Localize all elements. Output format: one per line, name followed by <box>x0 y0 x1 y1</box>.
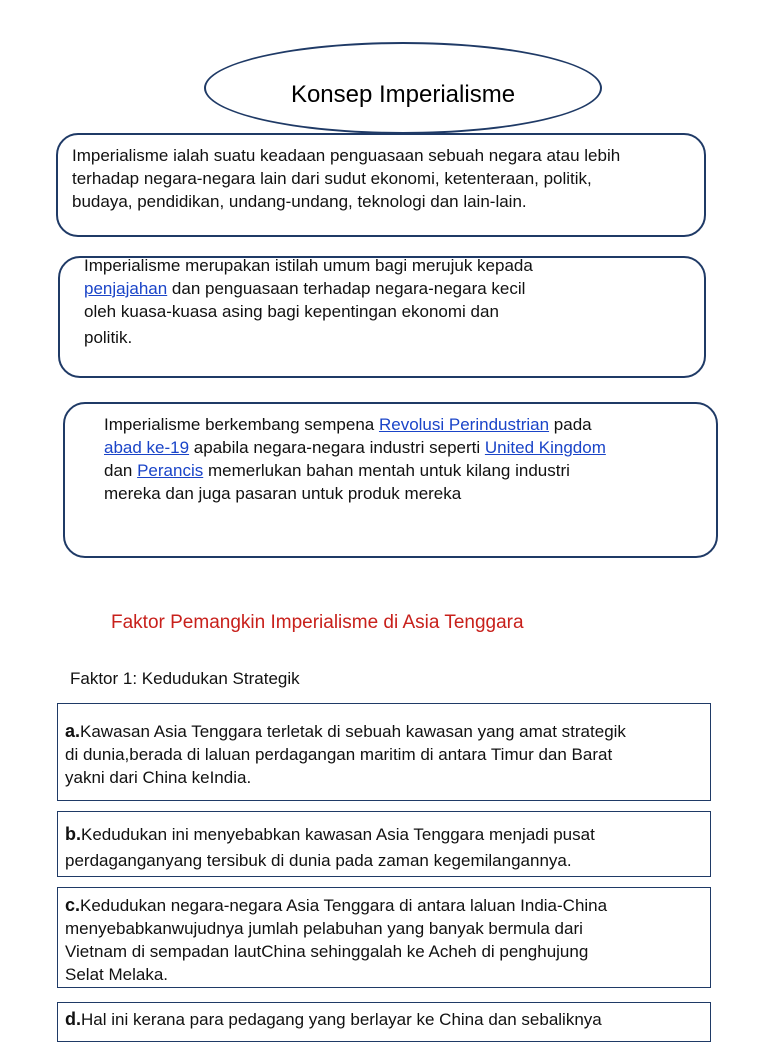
point-c-line-4: Selat Melaka. <box>65 965 168 984</box>
point-a-letter: a. <box>65 721 81 741</box>
point-b-line-1-text: Kedudukan ini menyebabkan kawasan Asia Tenggara menjadi pusat <box>81 825 595 844</box>
definition-1-line-3: budaya, pendidikan, undang-undang, teknologi dan lain-lain. <box>72 192 527 211</box>
point-c-line-3: Vietnam di sempadan lautChina sehinggalah ke Acheh di penghujung <box>65 942 589 961</box>
point-c-line-1-text: Kedudukan negara-negara Asia Tenggara di antara laluan India-China <box>80 896 608 915</box>
point-c-text <box>65 894 705 986</box>
point-b-line-1 <box>65 821 705 848</box>
point-b-line-2: perdaganganyang tersibuk di dunia pada zaman kegemilangannya. <box>65 851 572 870</box>
factor-1-label: Faktor 1: Kedudukan Strategik <box>70 669 300 688</box>
history-text <box>104 413 704 505</box>
history-line-1-end: pada <box>549 415 592 434</box>
link-penjajahan[interactable]: penjajahan <box>84 279 168 298</box>
point-d-line-1 <box>65 1008 705 1031</box>
point-c-line-2: menyebabkanwujudnya jumlah pelabuhan yang banyak bermula dari <box>65 919 583 938</box>
history-line-1-text: Imperialisme berkembang sempena <box>104 415 379 434</box>
point-c-line-1 <box>65 894 705 917</box>
point-a-line-1-text: Kawasan Asia Tenggara terletak di sebuah kawasan yang amat strategik <box>80 722 626 741</box>
page-title: Konsep Imperialisme <box>290 81 516 108</box>
point-d-text <box>65 1008 705 1031</box>
history-line-3 <box>104 459 704 482</box>
history-line-3-start: dan <box>104 461 138 480</box>
point-a-line-2: di dunia,berada di laluan perdagangan maritim di antara Timur dan Barat <box>65 745 613 764</box>
history-line-2-text: apabila negara-negara industri seperti <box>189 438 485 457</box>
definition-1-line-1: Imperialisme ialah suatu keadaan penguasaan sebuah negara atau lebih <box>72 146 621 165</box>
history-line-4: mereka dan juga pasaran untuk produk mereka <box>104 484 462 503</box>
link-abad-ke-19[interactable]: abad ke-19 <box>104 438 190 457</box>
point-a-line-3: yakni dari China keIndia. <box>65 768 252 787</box>
section-heading: Faktor Pemangkin Imperialisme di Asia Tenggara <box>111 612 524 633</box>
point-d-line-1-text: Hal ini kerana para pedagang yang berlayar ke China dan sebaliknya <box>81 1010 602 1029</box>
definition-text-2 <box>84 254 684 349</box>
definition-2-line-2 <box>84 277 684 300</box>
definition-2-line-2-text: dan penguasaan terhadap negara-negara kecil <box>167 279 526 298</box>
history-line-1 <box>104 413 704 436</box>
definition-text-1 <box>72 144 702 213</box>
definition-1-line-2: terhadap negara-negara lain dari sudut ekonomi, ketenteraan, politik, <box>72 169 592 188</box>
point-a-text <box>65 720 705 789</box>
history-line-2 <box>104 436 704 459</box>
link-perancis[interactable]: Perancis <box>137 461 204 480</box>
definition-2-line-1: Imperialisme merupakan istilah umum bagi merujuk kepada <box>84 256 533 275</box>
definition-2-line-4: politik. <box>84 328 133 347</box>
point-a-line-1 <box>65 720 705 743</box>
link-revolusi-perindustrian[interactable]: Revolusi Perindustrian <box>378 415 550 434</box>
point-b-letter: b. <box>65 824 81 844</box>
point-b-text <box>65 821 705 874</box>
history-line-3-text: memerlukan bahan mentah untuk kilang industri <box>203 461 570 480</box>
point-d-letter: d. <box>65 1009 81 1029</box>
definition-2-line-3: oleh kuasa-kuasa asing bagi kepentingan ekonomi dan <box>84 302 499 321</box>
point-c-letter: c. <box>65 895 81 915</box>
link-united-kingdom[interactable]: United Kingdom <box>484 438 606 457</box>
